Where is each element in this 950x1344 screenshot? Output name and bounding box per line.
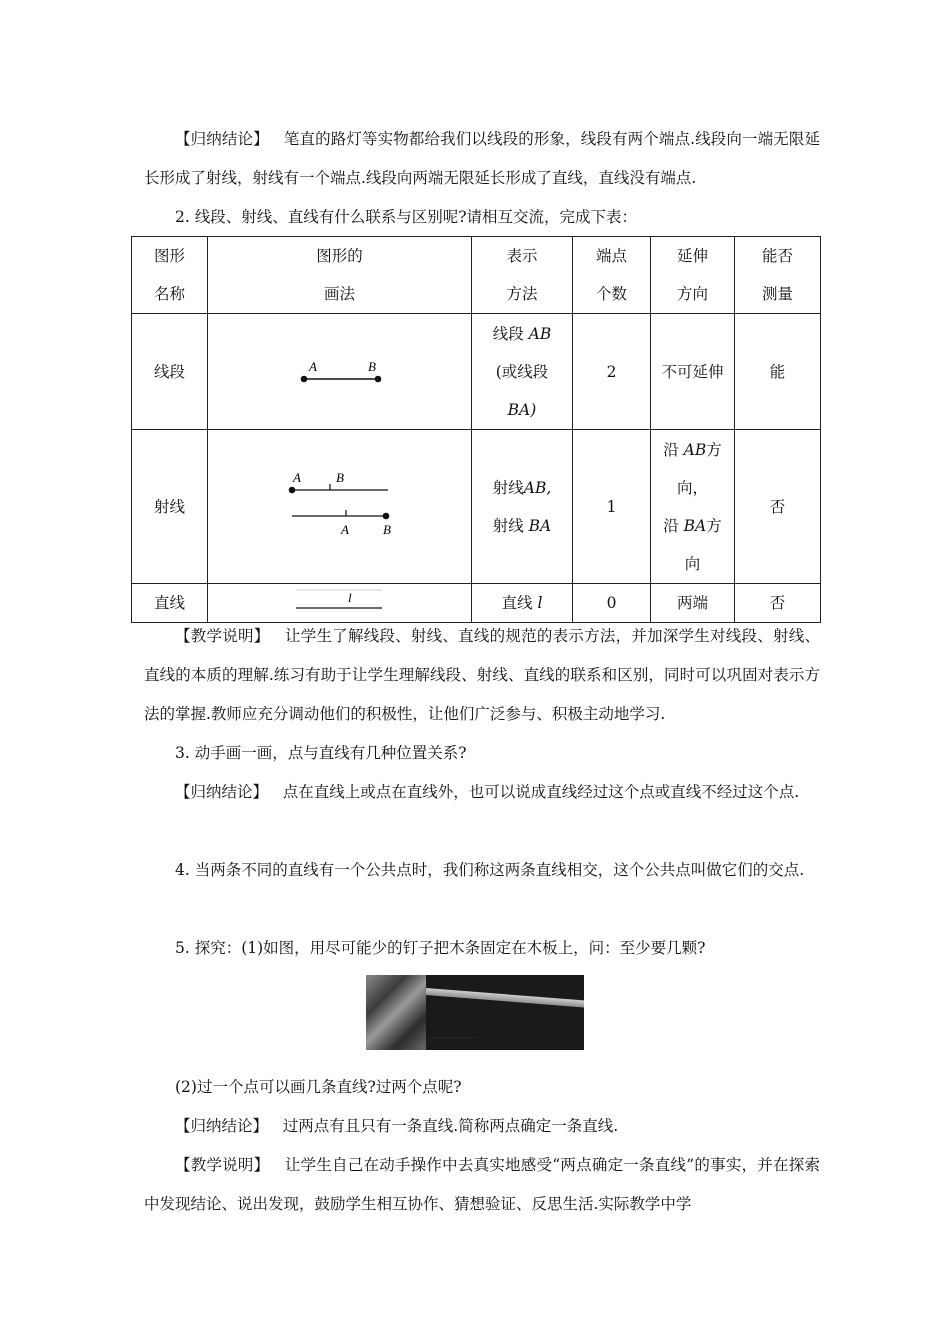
item-4: 4. 当两条不同的直线有一个公共点时，我们称这两条直线相交，这个公共点叫做它们的交点.: [175, 861, 805, 879]
table-row-ray: [132, 430, 821, 584]
cell-endpoints: 0: [573, 584, 651, 623]
item-3: 3. 动手画一画，点与直线有几种位置关系?: [175, 744, 467, 762]
cell-direction: 两端: [651, 584, 735, 623]
header-cell: 延伸 方向: [651, 237, 735, 314]
label-l: l: [347, 590, 352, 605]
conclusion-paragraph-1: [144, 120, 820, 198]
item-5: 5. 探究：(1)如图，用尽可能少的钉子把木条固定在木板上，问：至少要几颗?: [175, 939, 706, 957]
teaching-note-1: [144, 617, 820, 734]
cell-method: 射线AB, 射线 BA: [472, 430, 573, 584]
label-a: A: [340, 521, 349, 537]
label-b: B: [382, 521, 391, 537]
cell-name: 射线: [132, 430, 208, 584]
item-2: 2. 线段、射线、直线有什么联系与区别呢?请相互交流，完成下表：: [175, 208, 638, 226]
conclusion-paragraph-3: [144, 773, 820, 812]
conclusion-text: 过两点有且只有一条直线.简称两点确定一条直线.: [282, 1117, 619, 1135]
cell-direction: 沿 AB方 向， 沿 BA方 向: [651, 430, 735, 584]
teaching-text: 让学生自己在动手操作中去真实地感受“两点确定一条直线”的事实，并在探索中发现结论、说出发现，鼓励学生相互协作、猜想验证、反思生活.实际教学中学: [144, 1156, 820, 1213]
teaching-note-2: [144, 1146, 820, 1224]
conclusion-text: 笔直的路灯等实物都给我们以线段的形象，线段有两个端点.线段向一端无限延长形成了射线，射线有一个端点.线段向两端无限延长形成了直线，直线没有端点.: [144, 130, 820, 187]
label-a: A: [292, 471, 301, 485]
cell-endpoints: 2: [573, 314, 651, 430]
conclusion-tag: 【归纳结论】: [175, 783, 269, 801]
header-cell: 端点 个数: [573, 237, 651, 314]
conclusion-text: 点在直线上或点在直线外，也可以说成直线经过这个点或直线不经过这个点.: [282, 783, 800, 801]
nail-wood-photo: [366, 975, 584, 1050]
table-header-row: [132, 237, 821, 314]
cell-measure: 否: [735, 430, 821, 584]
teaching-tag: 【教学说明】: [175, 627, 270, 645]
ray-figure: [210, 472, 470, 542]
segment-endpoint-a: [300, 375, 307, 382]
header-cell: 能否 测量: [735, 237, 821, 314]
label-b: B: [335, 471, 344, 485]
teaching-tag: 【教学说明】: [175, 1156, 270, 1174]
segment-figure: [210, 347, 470, 397]
photo-wood-strip: [426, 988, 584, 1008]
photo-caption-blur: ⋯⋯⋯⋯⋯⋯: [428, 1033, 476, 1042]
label-a: A: [308, 358, 317, 374]
conclusion-tag: 【归纳结论】: [175, 130, 269, 148]
cell-name: 直线: [132, 584, 208, 623]
table-row-segment: [132, 314, 821, 430]
teaching-text: 让学生了解线段、射线、直线的规范的表示方法，并加深学生对线段、射线、直线的本质的理解.练习有助于让学生理解线段、射线、直线的联系和区别，同时可以巩固对表示方法的掌握.教师应充分调动他们的积极性，让他们广泛参与、积极主动地学习.: [144, 627, 820, 723]
cell-measure: 能: [735, 314, 821, 430]
cell-direction: 不可延伸: [651, 314, 735, 430]
cell-name: 线段: [132, 314, 208, 430]
cell-measure: 否: [735, 584, 821, 623]
segment-endpoint-b: [374, 375, 381, 382]
header-cell: 图形 名称: [132, 237, 208, 314]
label-b: B: [367, 358, 376, 374]
conclusion-paragraph-5: [144, 1107, 820, 1146]
header-cell: 表示 方法: [472, 237, 573, 314]
cell-method: 线段 AB (或线段 BA): [472, 314, 573, 430]
conclusion-tag: 【归纳结论】: [175, 1117, 269, 1135]
cell-figure: [208, 430, 472, 584]
comparison-table: [131, 236, 821, 623]
ray-ba-endpoint: [382, 512, 389, 519]
ray-ab-endpoint: [288, 486, 295, 493]
cell-endpoints: 1: [573, 430, 651, 584]
cell-figure: [208, 314, 472, 430]
item-5-2: (2)过一个点可以画几条直线?过两个点呢?: [175, 1078, 462, 1096]
line-figure: [210, 588, 470, 618]
photo-left-hand-area: [366, 975, 426, 1050]
header-cell: 图形的 画法: [208, 237, 472, 314]
cell-method: 直线 l: [472, 584, 573, 623]
